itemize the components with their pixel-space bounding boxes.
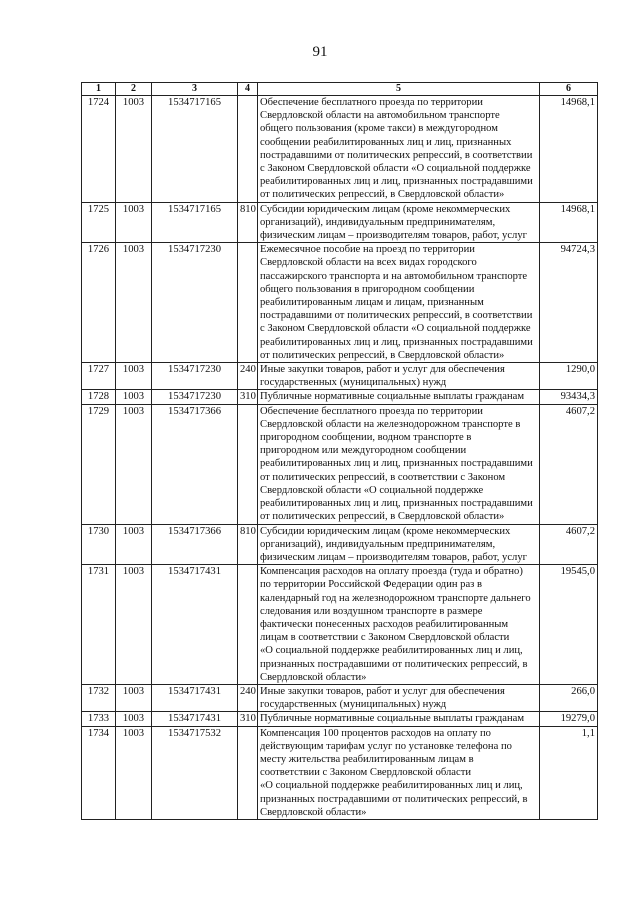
amount-cell: 1290,0 xyxy=(540,363,598,390)
section-code-cell: 1003 xyxy=(116,243,152,363)
amount-cell: 266,0 xyxy=(540,684,598,711)
target-code-cell: 1534717431 xyxy=(152,712,238,726)
item-name-cell: Обеспечение бесплатного проезда по территории Свердловской области на железнодорожном транспорте в пригородном сообщении, водном транспорте в пригородном или междугородном сообщении реабилитированных лиц и лиц, признанных пострадавшими от политических репрессий, в соответствии с Законом Свердловской области «О социальной поддержке реабилитированных лиц и лиц, признанных пострадавшими от политических репрессий, в Свердловской области» xyxy=(258,404,540,524)
amount-cell: 14968,1 xyxy=(540,202,598,243)
section-code-cell: 1003 xyxy=(116,202,152,243)
expense-kind-cell: 240 xyxy=(238,684,258,711)
section-code-cell: 1003 xyxy=(116,96,152,203)
amount-cell: 93434,3 xyxy=(540,390,598,404)
column-header-6: 6 xyxy=(540,83,598,96)
expense-kind-cell xyxy=(238,726,258,819)
table-row xyxy=(82,565,598,685)
expense-kind-cell: 810 xyxy=(238,524,258,565)
target-code-cell: 1534717532 xyxy=(152,726,238,819)
row-number-cell: 1732 xyxy=(82,684,116,711)
row-number-cell: 1724 xyxy=(82,96,116,203)
amount-cell: 94724,3 xyxy=(540,243,598,363)
column-header-1: 1 xyxy=(82,83,116,96)
expense-kind-cell xyxy=(238,96,258,203)
amount-cell: 1,1 xyxy=(540,726,598,819)
target-code-cell: 1534717230 xyxy=(152,243,238,363)
target-code-cell: 1534717230 xyxy=(152,390,238,404)
item-name-cell: Субсидии юридическим лицам (кроме некоммерческих организаций), индивидуальным предпринимателям, физическим лицам – производителям товаров, работ, услуг xyxy=(258,524,540,565)
row-number-cell: 1726 xyxy=(82,243,116,363)
section-code-cell: 1003 xyxy=(116,363,152,390)
item-name-cell: Иные закупки товаров, работ и услуг для обеспечения государственных (муниципальных) нужд xyxy=(258,684,540,711)
amount-cell: 19545,0 xyxy=(540,565,598,685)
table-row xyxy=(82,390,598,404)
target-code-cell: 1534717165 xyxy=(152,202,238,243)
expense-kind-cell: 310 xyxy=(238,390,258,404)
row-number-cell: 1728 xyxy=(82,390,116,404)
section-code-cell: 1003 xyxy=(116,524,152,565)
amount-cell: 14968,1 xyxy=(540,96,598,203)
table-row xyxy=(82,243,598,363)
amount-cell: 19279,0 xyxy=(540,712,598,726)
section-code-cell: 1003 xyxy=(116,712,152,726)
table-row xyxy=(82,404,598,524)
section-code-cell: 1003 xyxy=(116,726,152,819)
target-code-cell: 1534717165 xyxy=(152,96,238,203)
section-code-cell: 1003 xyxy=(116,390,152,404)
item-name-cell: Компенсация 100 процентов расходов на оплату по действующим тарифам услуг по установке телефона по месту жительства реабилитированным лицам в соответствии с Законом Свердловской области «О социальной поддержке реабилитированных лиц и лиц, признанных пострадавшими от политических репрессий, в Свердловской области» xyxy=(258,726,540,819)
item-name-cell: Компенсация расходов на оплату проезда (туда и обратно) по территории Российской Федерации один раз в календарный год на железнодорожном транспорте дальнего следования или воздушном транспорте в размере фактически понесенных расходов реабилитированным лицам в соответствии с Законом Свердловской области «О социальной поддержке реабилитированных лиц и лиц, признанных пострадавшими от политических репрессий, в Свердловской области» xyxy=(258,565,540,685)
target-code-cell: 1534717366 xyxy=(152,524,238,565)
expense-kind-cell xyxy=(238,565,258,685)
row-number-cell: 1731 xyxy=(82,565,116,685)
expense-kind-cell: 240 xyxy=(238,363,258,390)
page-number: 91 xyxy=(312,44,328,60)
amount-cell: 4607,2 xyxy=(540,404,598,524)
expense-kind-cell xyxy=(238,404,258,524)
target-code-cell: 1534717431 xyxy=(152,684,238,711)
expense-kind-cell xyxy=(238,243,258,363)
table-row xyxy=(82,684,598,711)
amount-cell: 4607,2 xyxy=(540,524,598,565)
target-code-cell: 1534717366 xyxy=(152,404,238,524)
budget-table xyxy=(81,82,598,820)
item-name-cell: Ежемесячное пособие на проезд по территории Свердловской области на всех видах городского пассажирского транспорта и на автомобильном транспорте общего пользования в пригородном сообщении реабилитированным лицам и лицам, признанным пострадавшими от политических репрессий, в соответствии с Законом Свердловской области «О социальной поддержке реабилитированных лиц и лиц, признанных пострадавшими от политических репрессий, в Свердловской области» xyxy=(258,243,540,363)
table-row xyxy=(82,524,598,565)
item-name-cell: Субсидии юридическим лицам (кроме некоммерческих организаций), индивидуальным предпринимателям, физическим лицам – производителям товаров, работ, услуг xyxy=(258,202,540,243)
expense-kind-cell: 810 xyxy=(238,202,258,243)
row-number-cell: 1734 xyxy=(82,726,116,819)
item-name-cell: Обеспечение бесплатного проезда по территории Свердловской области на автомобильном транспорте общего пользования (кроме такси) в междугородном сообщении реабилитированных лиц и лиц, признанных пострадавшими от политических репрессий, в соответствии с Законом Свердловской области «О социальной поддержке реабилитированных лиц и лиц, признанных пострадавшими от политических репрессий, в Свердловской области» xyxy=(258,96,540,203)
table-row xyxy=(82,96,598,203)
column-header-4: 4 xyxy=(238,83,258,96)
column-header-2: 2 xyxy=(116,83,152,96)
section-code-cell: 1003 xyxy=(116,565,152,685)
expense-kind-cell: 310 xyxy=(238,712,258,726)
row-number-cell: 1733 xyxy=(82,712,116,726)
table-row xyxy=(82,363,598,390)
table-row xyxy=(82,726,598,819)
row-number-cell: 1727 xyxy=(82,363,116,390)
section-code-cell: 1003 xyxy=(116,404,152,524)
column-header-3: 3 xyxy=(152,83,238,96)
row-number-cell: 1725 xyxy=(82,202,116,243)
item-name-cell: Публичные нормативные социальные выплаты гражданам xyxy=(258,712,540,726)
header-row xyxy=(82,83,598,96)
item-name-cell: Публичные нормативные социальные выплаты гражданам xyxy=(258,390,540,404)
table-row xyxy=(82,712,598,726)
target-code-cell: 1534717431 xyxy=(152,565,238,685)
target-code-cell: 1534717230 xyxy=(152,363,238,390)
section-code-cell: 1003 xyxy=(116,684,152,711)
table-row xyxy=(82,202,598,243)
column-header-5: 5 xyxy=(258,83,540,96)
row-number-cell: 1729 xyxy=(82,404,116,524)
item-name-cell: Иные закупки товаров, работ и услуг для обеспечения государственных (муниципальных) нужд xyxy=(258,363,540,390)
row-number-cell: 1730 xyxy=(82,524,116,565)
